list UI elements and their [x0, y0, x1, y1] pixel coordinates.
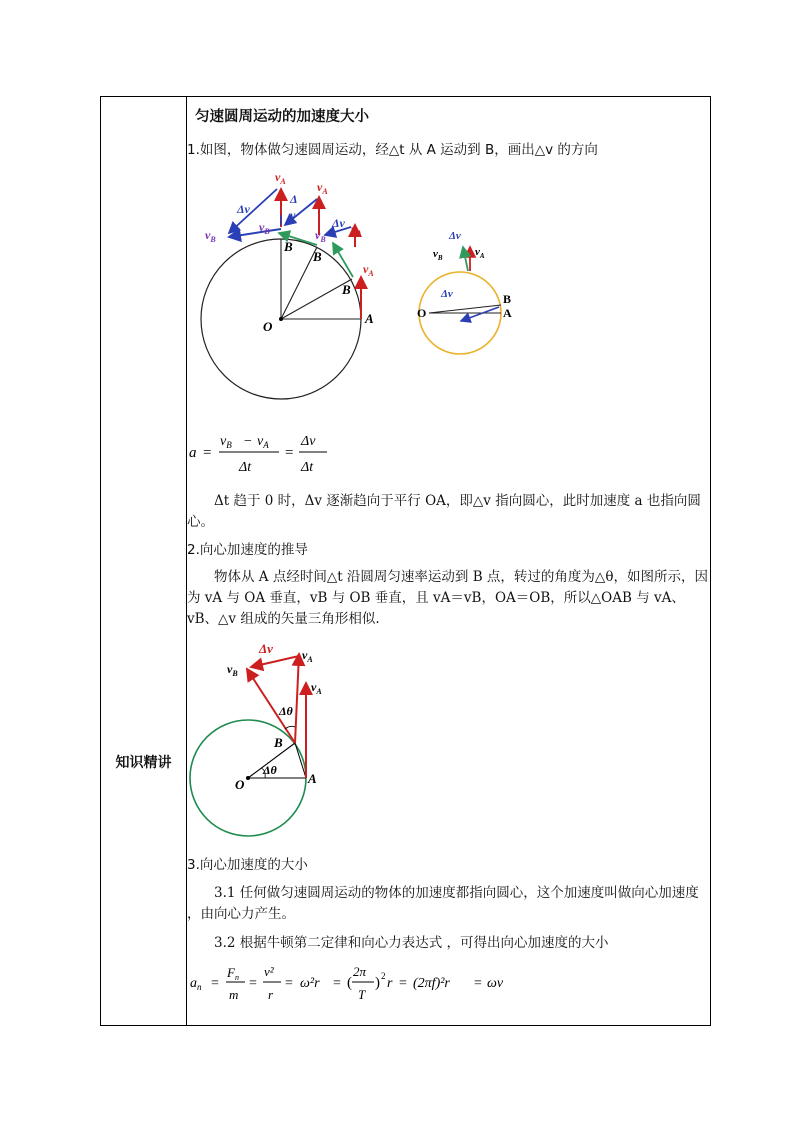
label-A-small: A [503, 306, 512, 320]
label-A: A [365, 311, 374, 326]
dv-arrow-fig2 [251, 656, 299, 667]
svg-text:=: = [211, 976, 219, 991]
chord-AB [295, 743, 306, 778]
item1-heading: 1.如图，物体做匀速圆周运动，经△t 从 A 运动到 B，画出△v 的方向 [187, 142, 598, 158]
label-delta: Δ [290, 192, 298, 206]
svg-text:=: = [249, 976, 257, 991]
label-dtheta-top: Δθ [279, 704, 293, 718]
item3-p32: 3.2 根据牛顿第二定律和向心力表达式 ，可得出向心加速度的大小 [214, 935, 609, 951]
figure1b-diagram [413, 225, 533, 360]
svg-text:2π: 2π [353, 964, 367, 979]
svg-text:=: = [203, 445, 212, 461]
svg-text:T: T [358, 987, 366, 1002]
label-dv-fig2: Δv [259, 641, 273, 656]
svg-text:=: = [333, 976, 341, 991]
label-vB-small: $v_B$ [433, 248, 443, 262]
label-O-small: O [417, 306, 427, 320]
label-O-fig2: O [235, 777, 245, 792]
label-vA-4: $v_A$ [363, 262, 374, 278]
radius-OB-2 [429, 305, 501, 313]
svg-text:): ) [375, 975, 380, 991]
svg-text:r: r [268, 987, 274, 1002]
item2-body: 物体从 A 点经时间△t 沿圆周匀速率运动到 B 点，转过的角度为△θ，如图所示，因为 vA 与 OA 垂直，vB 与 OB 垂直，且 vA＝vB，OA＝OB，所以△OAB 与 vA、vB、△v 组成的矢量三角形相似. [187, 569, 708, 627]
label-vB-3: $v_B$ [315, 228, 326, 244]
svg-text:=: = [285, 976, 293, 991]
green-arrow-2 [333, 243, 353, 277]
center-dot [279, 317, 283, 321]
label-vA-3: $v_A$ [351, 222, 362, 238]
svg-text:Δv: Δv [301, 434, 316, 449]
vB-arrow-1 [229, 229, 281, 237]
label-dv-small: Δv [441, 288, 453, 300]
figure2-diagram [187, 641, 387, 851]
svg-text:2: 2 [381, 971, 386, 981]
item3-heading: 3.向心加速度的大小 [187, 857, 308, 873]
formula2 [187, 959, 517, 1009]
left-column-label: 知识精讲 [115, 755, 172, 771]
label-dv-2: Δv [332, 216, 345, 230]
formula1 [187, 427, 347, 479]
center-dot-2 [246, 776, 250, 780]
label-vA-2: $v_A$ [317, 180, 328, 196]
label-A-fig2: A [308, 771, 317, 786]
svg-text:=: = [285, 445, 294, 461]
svg-text:=: = [474, 976, 482, 991]
vB-arrow-small [463, 247, 468, 271]
svg-text:m: m [229, 987, 239, 1002]
label-B-3: B [342, 282, 351, 297]
label-vB-2: $v_B$ [259, 220, 270, 236]
svg-text:=: = [399, 976, 407, 991]
svg-text:r: r [387, 976, 393, 991]
label-dv-1: Δv [237, 202, 250, 216]
svg-text:(: ( [347, 975, 352, 991]
label-vB-1: $v_B$ [205, 228, 216, 244]
label-B-1: B [284, 239, 293, 254]
label-vA-fig2-top: $v_A$ [302, 648, 313, 664]
svg-text:Δt: Δt [239, 460, 252, 475]
content-cell [187, 97, 711, 1025]
svg-text:v²: v² [264, 964, 274, 979]
svg-text:an: $a_n$ [190, 976, 202, 992]
svg-text:Δt: Δt [301, 460, 314, 475]
section-title: 匀速圆周运动的加速度大小 [195, 109, 369, 125]
vA-translated [295, 654, 299, 743]
svg-text:ωv: ωv [487, 976, 504, 991]
label-vB-fig2: $v_B$ [227, 662, 238, 678]
svg-text:ω²r: ω²r [300, 976, 320, 991]
svg-text:vA: $v_A$ [257, 434, 269, 450]
label-O: O [263, 319, 273, 334]
svg-text:Fn: $F_n$ [227, 965, 239, 982]
label-B-fig2: B [274, 735, 283, 750]
label-dv-small-top: Δv [449, 230, 461, 242]
svg-text:vB: $v_B$ [220, 434, 232, 450]
label-vA-1: $v_A$ [275, 170, 286, 186]
label-B-small: B [503, 292, 512, 306]
svg-text:−: − [244, 434, 252, 449]
label-B-2: B [313, 249, 322, 264]
label-dtheta-bottom: Δθ [263, 763, 277, 777]
label-v: v [290, 208, 296, 222]
label-vA-fig2: $v_A$ [311, 680, 322, 696]
svg-text:a: a [189, 445, 197, 461]
label-vA-small: $v_A$ [475, 246, 485, 260]
item3-p31: 3.1 任何做匀速圆周运动的物体的加速度都指向圆心，这个加速度叫做向心加速度 ，由向心力产生。 [187, 885, 699, 922]
table-frame [100, 96, 711, 1026]
radius-OB2 [281, 247, 317, 319]
svg-text:(2πf)²r: (2πf)²r [413, 976, 450, 991]
item2-heading: 2.向心加速度的推导 [187, 542, 308, 558]
para1: Δt 趋于 0 时，Δv 逐渐趋向于平行 OA，即△v 指向圆心，此时加速度 a 也指向圆心。 [187, 493, 701, 530]
